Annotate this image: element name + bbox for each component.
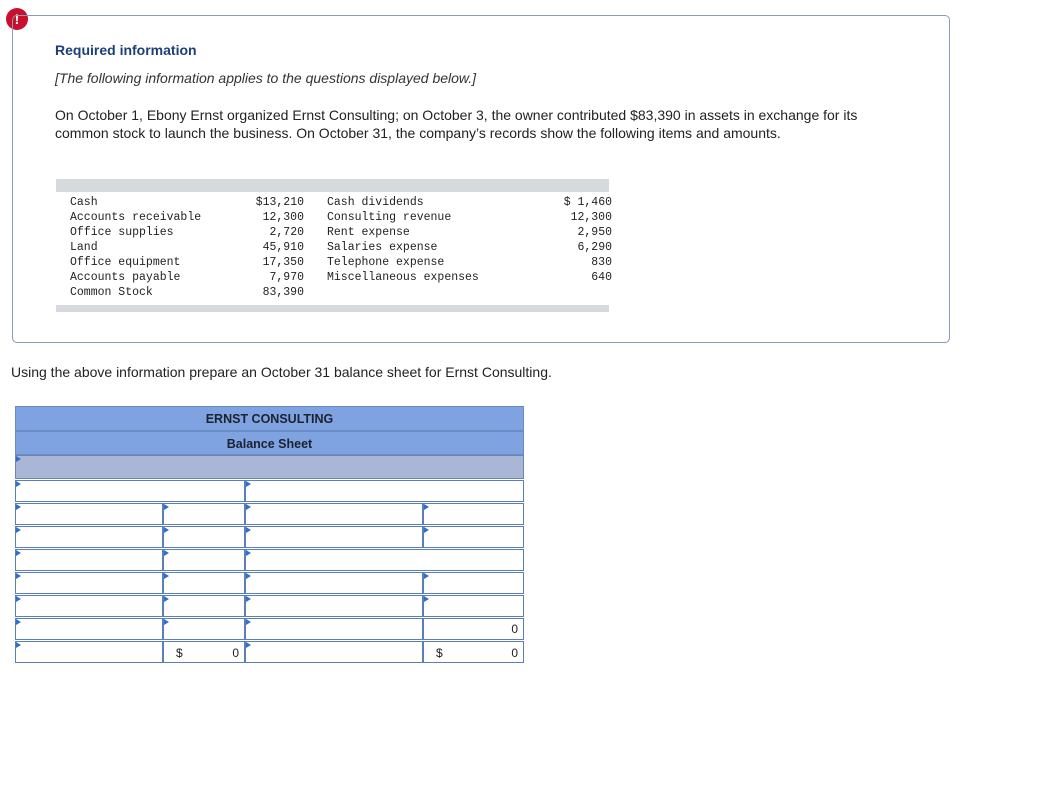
table-top-bar — [56, 179, 609, 192]
asset-account-input[interactable] — [15, 549, 163, 571]
liabilities-label-input[interactable] — [245, 480, 524, 502]
asset-amount-input[interactable] — [163, 503, 245, 525]
ledger-amount: 83,390 — [262, 286, 304, 299]
dropdown-arrow-icon — [164, 504, 169, 510]
asset-account-input[interactable] — [15, 572, 163, 594]
dropdown-arrow-icon — [16, 504, 21, 510]
assets-label-input[interactable] — [15, 480, 245, 502]
dropdown-arrow-icon — [16, 527, 21, 533]
ledger-name: Cash — [70, 196, 98, 209]
statement-title-header: Balance Sheet — [15, 431, 524, 455]
dropdown-arrow-icon — [424, 573, 429, 579]
ledger-amount: 2,720 — [269, 226, 304, 239]
ledger-amount: 12,300 — [570, 211, 612, 224]
ledger-amount: 45,910 — [262, 241, 304, 254]
ledger-amount: 12,300 — [262, 211, 304, 224]
ledger-name: Common Stock — [70, 286, 153, 299]
dropdown-arrow-icon — [16, 619, 21, 625]
total-assets-value: 0 — [232, 646, 239, 660]
dropdown-arrow-icon — [16, 642, 21, 648]
dropdown-arrow-icon — [246, 642, 251, 648]
ledger-name: Miscellaneous expenses — [327, 271, 479, 284]
equity-label-input[interactable] — [245, 549, 524, 571]
ledger-name: Rent expense — [327, 226, 410, 239]
dropdown-arrow-icon — [164, 527, 169, 533]
asset-account-input[interactable] — [15, 618, 163, 640]
currency-symbol: $ — [436, 646, 443, 660]
ledger-amount: 2,950 — [577, 226, 612, 239]
required-information-subtitle: [The following information applies to the questions displayed below.] — [55, 70, 477, 86]
asset-amount-input[interactable] — [163, 526, 245, 548]
question-text: Using the above information prepare an October 31 balance sheet for Ernst Consulting. — [11, 364, 552, 380]
dropdown-arrow-icon — [164, 596, 169, 602]
ledger-name: Land — [70, 241, 98, 254]
total-assets-label-input[interactable] — [15, 641, 163, 663]
asset-account-input[interactable] — [15, 595, 163, 617]
scenario-paragraph: On October 1, Ebony Ernst organized Ernst Consulting; on October 3, the owner contributed $83,390 in assets in exchange for its common stock to launch the business. On October 31, the company’s records show the following items and amounts. — [55, 107, 858, 141]
total-assets-amount — [163, 641, 245, 663]
dropdown-arrow-icon — [16, 573, 21, 579]
ledger-amount: 830 — [591, 256, 612, 269]
liability-account-input[interactable] — [245, 526, 423, 548]
ledger-amount: 640 — [591, 271, 612, 284]
total-liabilities-equity-value: 0 — [511, 646, 518, 660]
account-balances-table — [56, 179, 612, 313]
dropdown-arrow-icon — [424, 504, 429, 510]
dropdown-arrow-icon — [16, 456, 21, 462]
dropdown-arrow-icon — [16, 481, 21, 487]
ledger-amount: $ 1,460 — [563, 196, 612, 209]
dropdown-arrow-icon — [424, 527, 429, 533]
equity-account-input[interactable] — [245, 595, 423, 617]
company-name-header: ERNST CONSULTING — [15, 406, 524, 431]
ledger-name: Accounts payable — [70, 271, 181, 284]
asset-amount-input[interactable] — [163, 618, 245, 640]
table-bottom-bar — [56, 305, 609, 312]
dropdown-arrow-icon — [246, 573, 251, 579]
required-information-title: Required information — [55, 42, 197, 58]
liability-amount-input[interactable] — [423, 503, 524, 525]
date-input[interactable] — [15, 455, 524, 479]
dropdown-arrow-icon — [16, 550, 21, 556]
ledger-amount: 17,350 — [262, 256, 304, 269]
ledger-name: Consulting revenue — [327, 211, 452, 224]
total-liabilities-equity-label-input[interactable] — [245, 618, 423, 640]
equity-account-input[interactable] — [245, 572, 423, 594]
asset-amount-input[interactable] — [163, 595, 245, 617]
dropdown-arrow-icon — [16, 596, 21, 602]
alert-icon: ! — [6, 8, 28, 30]
equity-amount-input[interactable] — [423, 572, 524, 594]
dropdown-arrow-icon — [424, 596, 429, 602]
ledger-name: Telephone expense — [327, 256, 445, 269]
currency-symbol: $ — [176, 646, 183, 660]
total-liabilities-equity-amount — [423, 641, 524, 663]
ledger-amount: 6,290 — [577, 241, 612, 254]
liability-amount-input[interactable] — [423, 526, 524, 548]
subtotal-value: 0 — [511, 622, 518, 636]
ledger-name: Salaries expense — [327, 241, 438, 254]
ledger-amount: $13,210 — [255, 196, 304, 209]
dropdown-arrow-icon — [246, 550, 251, 556]
dropdown-arrow-icon — [164, 573, 169, 579]
ledger-name: Office equipment — [70, 256, 181, 269]
ledger-name: Office supplies — [70, 226, 174, 239]
dropdown-arrow-icon — [164, 619, 169, 625]
dropdown-arrow-icon — [246, 619, 251, 625]
total-liabilities-equity-input[interactable] — [245, 641, 423, 663]
equity-amount-input[interactable] — [423, 595, 524, 617]
asset-amount-input[interactable] — [163, 549, 245, 571]
dropdown-arrow-icon — [246, 596, 251, 602]
required-information-panel — [12, 15, 950, 343]
dropdown-arrow-icon — [246, 481, 251, 487]
liability-account-input[interactable] — [245, 503, 423, 525]
ledger-amount: 7,970 — [269, 271, 304, 284]
ledger-name: Cash dividends — [327, 196, 424, 209]
dropdown-arrow-icon — [246, 504, 251, 510]
asset-account-input[interactable] — [15, 526, 163, 548]
subtotal-amount — [423, 618, 524, 640]
ledger-name: Accounts receivable — [70, 211, 202, 224]
dropdown-arrow-icon — [246, 527, 251, 533]
asset-account-input[interactable] — [15, 503, 163, 525]
dropdown-arrow-icon — [164, 550, 169, 556]
asset-amount-input[interactable] — [163, 572, 245, 594]
